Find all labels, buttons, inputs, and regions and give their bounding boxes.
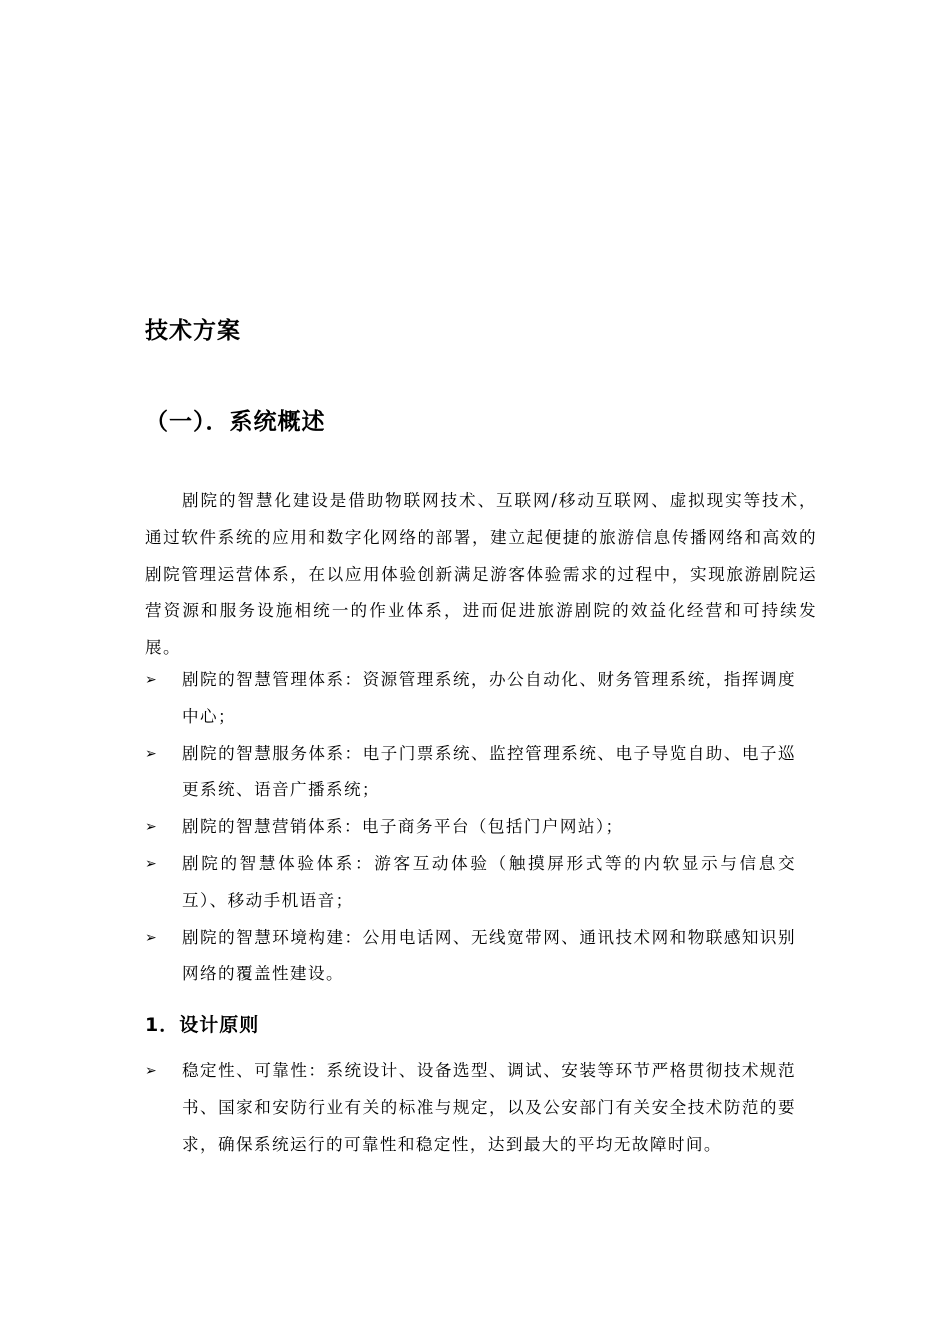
arrow-bullet-icon: ➢ xyxy=(145,745,159,762)
section-heading: （一）．系统概述 xyxy=(145,409,326,435)
arrow-bullet-icon: ➢ xyxy=(145,929,159,946)
list-item xyxy=(145,662,796,736)
arrow-bullet-icon: ➢ xyxy=(145,1063,159,1079)
bullet-text: 稳定性、可靠性：系统设计、设备选型、调试、安装等环节严格贯彻技术规范书、国家和安防行业有关的标准与规定，以及公安部门有关安全技术防范的要求，确保系统运行的可靠性和稳定性，达到最大的平均无故障时间。 xyxy=(182,1061,796,1154)
bullet-text: 剧院的智慧营销体系：电子商务平台（包括门户网站）； xyxy=(182,817,624,837)
bullet-text: 剧院的智慧服务体系：电子门票系统、监控管理系统、电子导览自助、电子巡更系统、语音广播系统； xyxy=(182,743,796,800)
list-item xyxy=(145,736,796,810)
arrow-bullet-icon: ➢ xyxy=(145,819,159,836)
principle-bullet-list xyxy=(145,1053,815,1163)
list-item xyxy=(145,846,796,920)
document-title: 技术方案 xyxy=(145,318,241,344)
bullet-text: 剧院的智慧环境构建：公用电话网、无线宽带网、通讯技术网和物联感知识别网络的覆盖性建设。 xyxy=(182,927,796,984)
intro-paragraph: 剧院的智慧化建设是借助物联网技术、互联网/移动互联网、虚拟现实等技术，通过软件系统的应用和数字化网络的部署，建立起便捷的旅游信息传播网络和高效的剧院管理运营体系，在以应用体验创新满足游客体验需求的过程中，实现旅游剧院运营资源和服务设施相统一的作业体系，进而促进旅游剧院的效益化经营和可持续发展。 xyxy=(145,491,817,658)
overview-bullet-list xyxy=(145,662,815,993)
bullet-text: 剧院的智慧体验体系：游客互动体验（触摸屏形式等的内软显示与信息交互）、移动手机语音； xyxy=(182,853,796,910)
bullet-text: 剧院的智慧管理体系：资源管理系统，办公自动化、财务管理系统，指挥调度中心； xyxy=(182,670,796,726)
list-item xyxy=(145,809,796,846)
list-item xyxy=(145,920,796,994)
list-item xyxy=(145,1053,796,1163)
arrow-bullet-icon: ➢ xyxy=(145,672,159,688)
subsection-heading: 1．设计原则 xyxy=(145,1014,260,1036)
arrow-bullet-icon: ➢ xyxy=(145,855,159,872)
